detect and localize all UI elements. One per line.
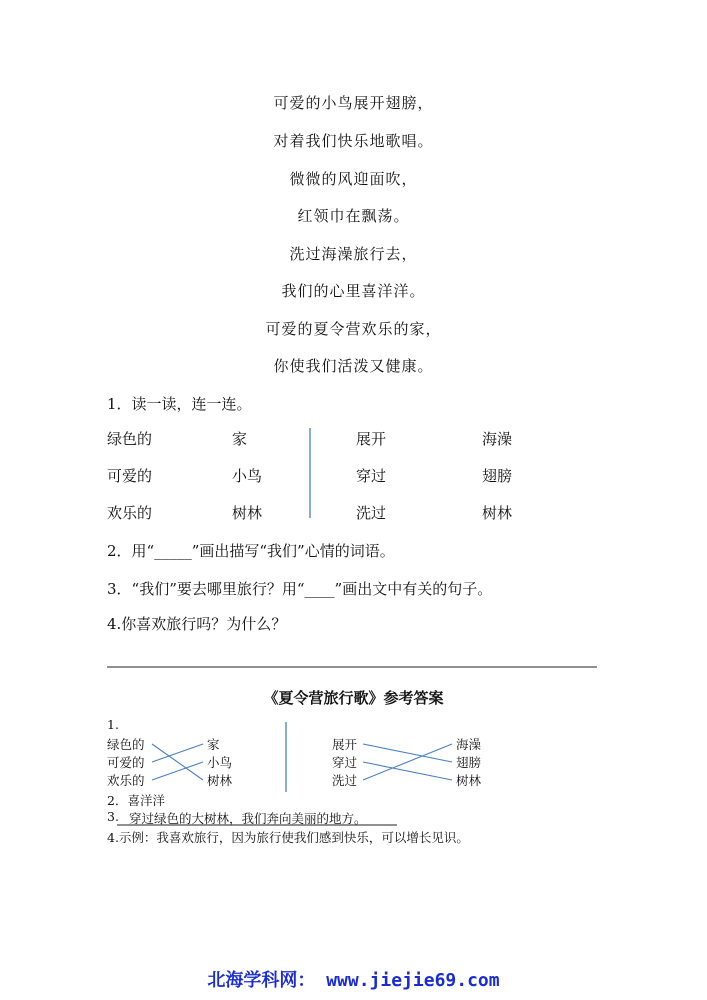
answer-left-col2-item: 小鸟 <box>207 755 233 770</box>
poem-line: 可爱的夏令营欢乐的家， <box>265 320 442 338</box>
grid-col4-item: 树林 <box>482 504 513 522</box>
answer-left-col1-item: 绿色的 <box>107 737 145 752</box>
answer-left-col2-item: 树林 <box>207 773 233 788</box>
match-line <box>363 762 452 780</box>
grid-col3-item: 穿过 <box>356 467 387 485</box>
poem-line: 洗过海澡旅行去， <box>289 245 418 263</box>
answer-4: 4.示例：我喜欢旅行，因为旅行使我们感到快乐，可以增长见识。 <box>107 830 469 845</box>
match-line <box>152 744 203 780</box>
grid-col1-item: 绿色的 <box>107 430 153 448</box>
grid-col4-item: 海澡 <box>482 430 513 448</box>
grid-col2-item: 树林 <box>232 504 263 522</box>
question-4: 4.你喜欢旅行吗？为什么？ <box>107 615 287 633</box>
grid-col3-item: 洗过 <box>356 504 387 522</box>
question-1: 1．读一读，连一连。 <box>107 395 252 413</box>
footer-watermark: 北海学科网： www.jiejie69.com <box>207 970 500 991</box>
answer-1-number: 1. <box>107 717 119 732</box>
poem-line: 可爱的小鸟展开翅膀， <box>273 94 434 112</box>
answer-right-col2-item: 翅膀 <box>456 755 482 770</box>
poem-line: 对着我们快乐地歌唱。 <box>273 132 434 150</box>
grid-col1-item: 欢乐的 <box>107 504 153 522</box>
answer-left-col1-item: 可爱的 <box>107 755 145 770</box>
poem-line: 微微的风迎面吹， <box>289 170 418 188</box>
grid-col1-item: 可爱的 <box>107 467 153 485</box>
answer-right-col1-item: 穿过 <box>332 755 358 770</box>
match-line <box>363 744 452 762</box>
answer-right-col1-item: 展开 <box>332 737 358 752</box>
question-3: 3．“我们”要去哪里旅行？用“____”画出文中有关的句子。 <box>107 580 493 598</box>
question-2: 2．用“_____”画出描写“我们”心情的词语。 <box>107 542 395 560</box>
poem-line: 我们的心里喜洋洋。 <box>281 282 426 300</box>
grid-col4-item: 翅膀 <box>482 467 513 485</box>
poem-line: 你使我们活泼又健康。 <box>273 357 434 375</box>
answer-left-col1-item: 欢乐的 <box>107 773 145 788</box>
answer-title: 《夏令营旅行歌》参考答案 <box>263 689 444 707</box>
match-line <box>152 744 203 762</box>
answer-left-col2-item: 家 <box>207 737 220 752</box>
answer-right-col2-item: 海澡 <box>456 737 482 752</box>
match-line <box>363 744 452 780</box>
answer-right-col2-item: 树林 <box>456 773 482 788</box>
answer-2: 2．喜洋洋 <box>107 793 165 808</box>
poem-line: 红领巾在飘荡。 <box>297 207 410 225</box>
grid-col2-item: 家 <box>232 430 248 448</box>
answer-right-col1-item: 洗过 <box>332 773 358 788</box>
answer-3-number: 3. <box>107 809 119 824</box>
answer-3-text: 穿过绿色的大树林，我们奔向美丽的地方。 <box>129 811 367 826</box>
grid-col2-item: 小鸟 <box>232 467 263 485</box>
grid-col3-item: 展开 <box>356 430 387 448</box>
match-line <box>152 762 203 780</box>
